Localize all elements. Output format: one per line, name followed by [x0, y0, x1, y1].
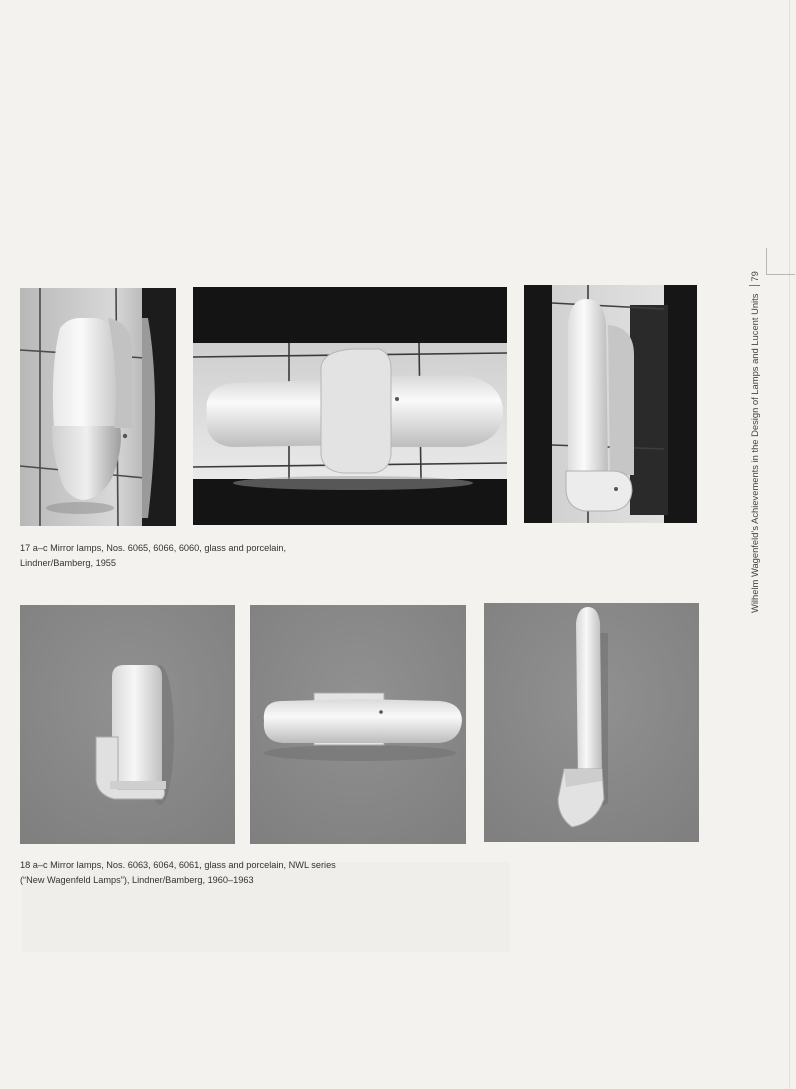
page-edge-mark: [766, 248, 795, 275]
photo-17c-mirror-lamp: [524, 285, 697, 523]
figure-17-caption-line2: Lindner/Bamberg, 1955: [20, 558, 117, 568]
running-head-separator: [749, 285, 760, 286]
running-head-title: Wilhelm Wagenfeld’s Achievements in the Design of Lamps and Lucent Units: [749, 293, 760, 613]
figure-17-caption: [20, 541, 286, 571]
photo-17b-mirror-lamp: [193, 287, 507, 525]
figure-17-caption-line1: 17 a–c Mirror lamps, Nos. 6065, 6066, 6060, glass and porcelain,: [20, 543, 287, 553]
photo-18c-mirror-lamp: [484, 603, 699, 842]
figure-18-caption: [20, 858, 336, 888]
figure-18-caption-line1: 18 a–c Mirror lamps, Nos. 6063, 6064, 6061, glass and porcelain, NWL series: [20, 860, 336, 870]
page-fold: [789, 0, 790, 1089]
figure-18-caption-line2: (“New Wagenfeld Lamps”), Lindner/Bamberg, 1960–1963: [20, 875, 254, 885]
photo-17a-mirror-lamp: [20, 288, 176, 526]
running-head: [748, 253, 762, 613]
photo-18b-mirror-lamp: [250, 605, 466, 844]
page-number: 79: [749, 271, 760, 282]
photo-18a-mirror-lamp: [20, 605, 235, 844]
